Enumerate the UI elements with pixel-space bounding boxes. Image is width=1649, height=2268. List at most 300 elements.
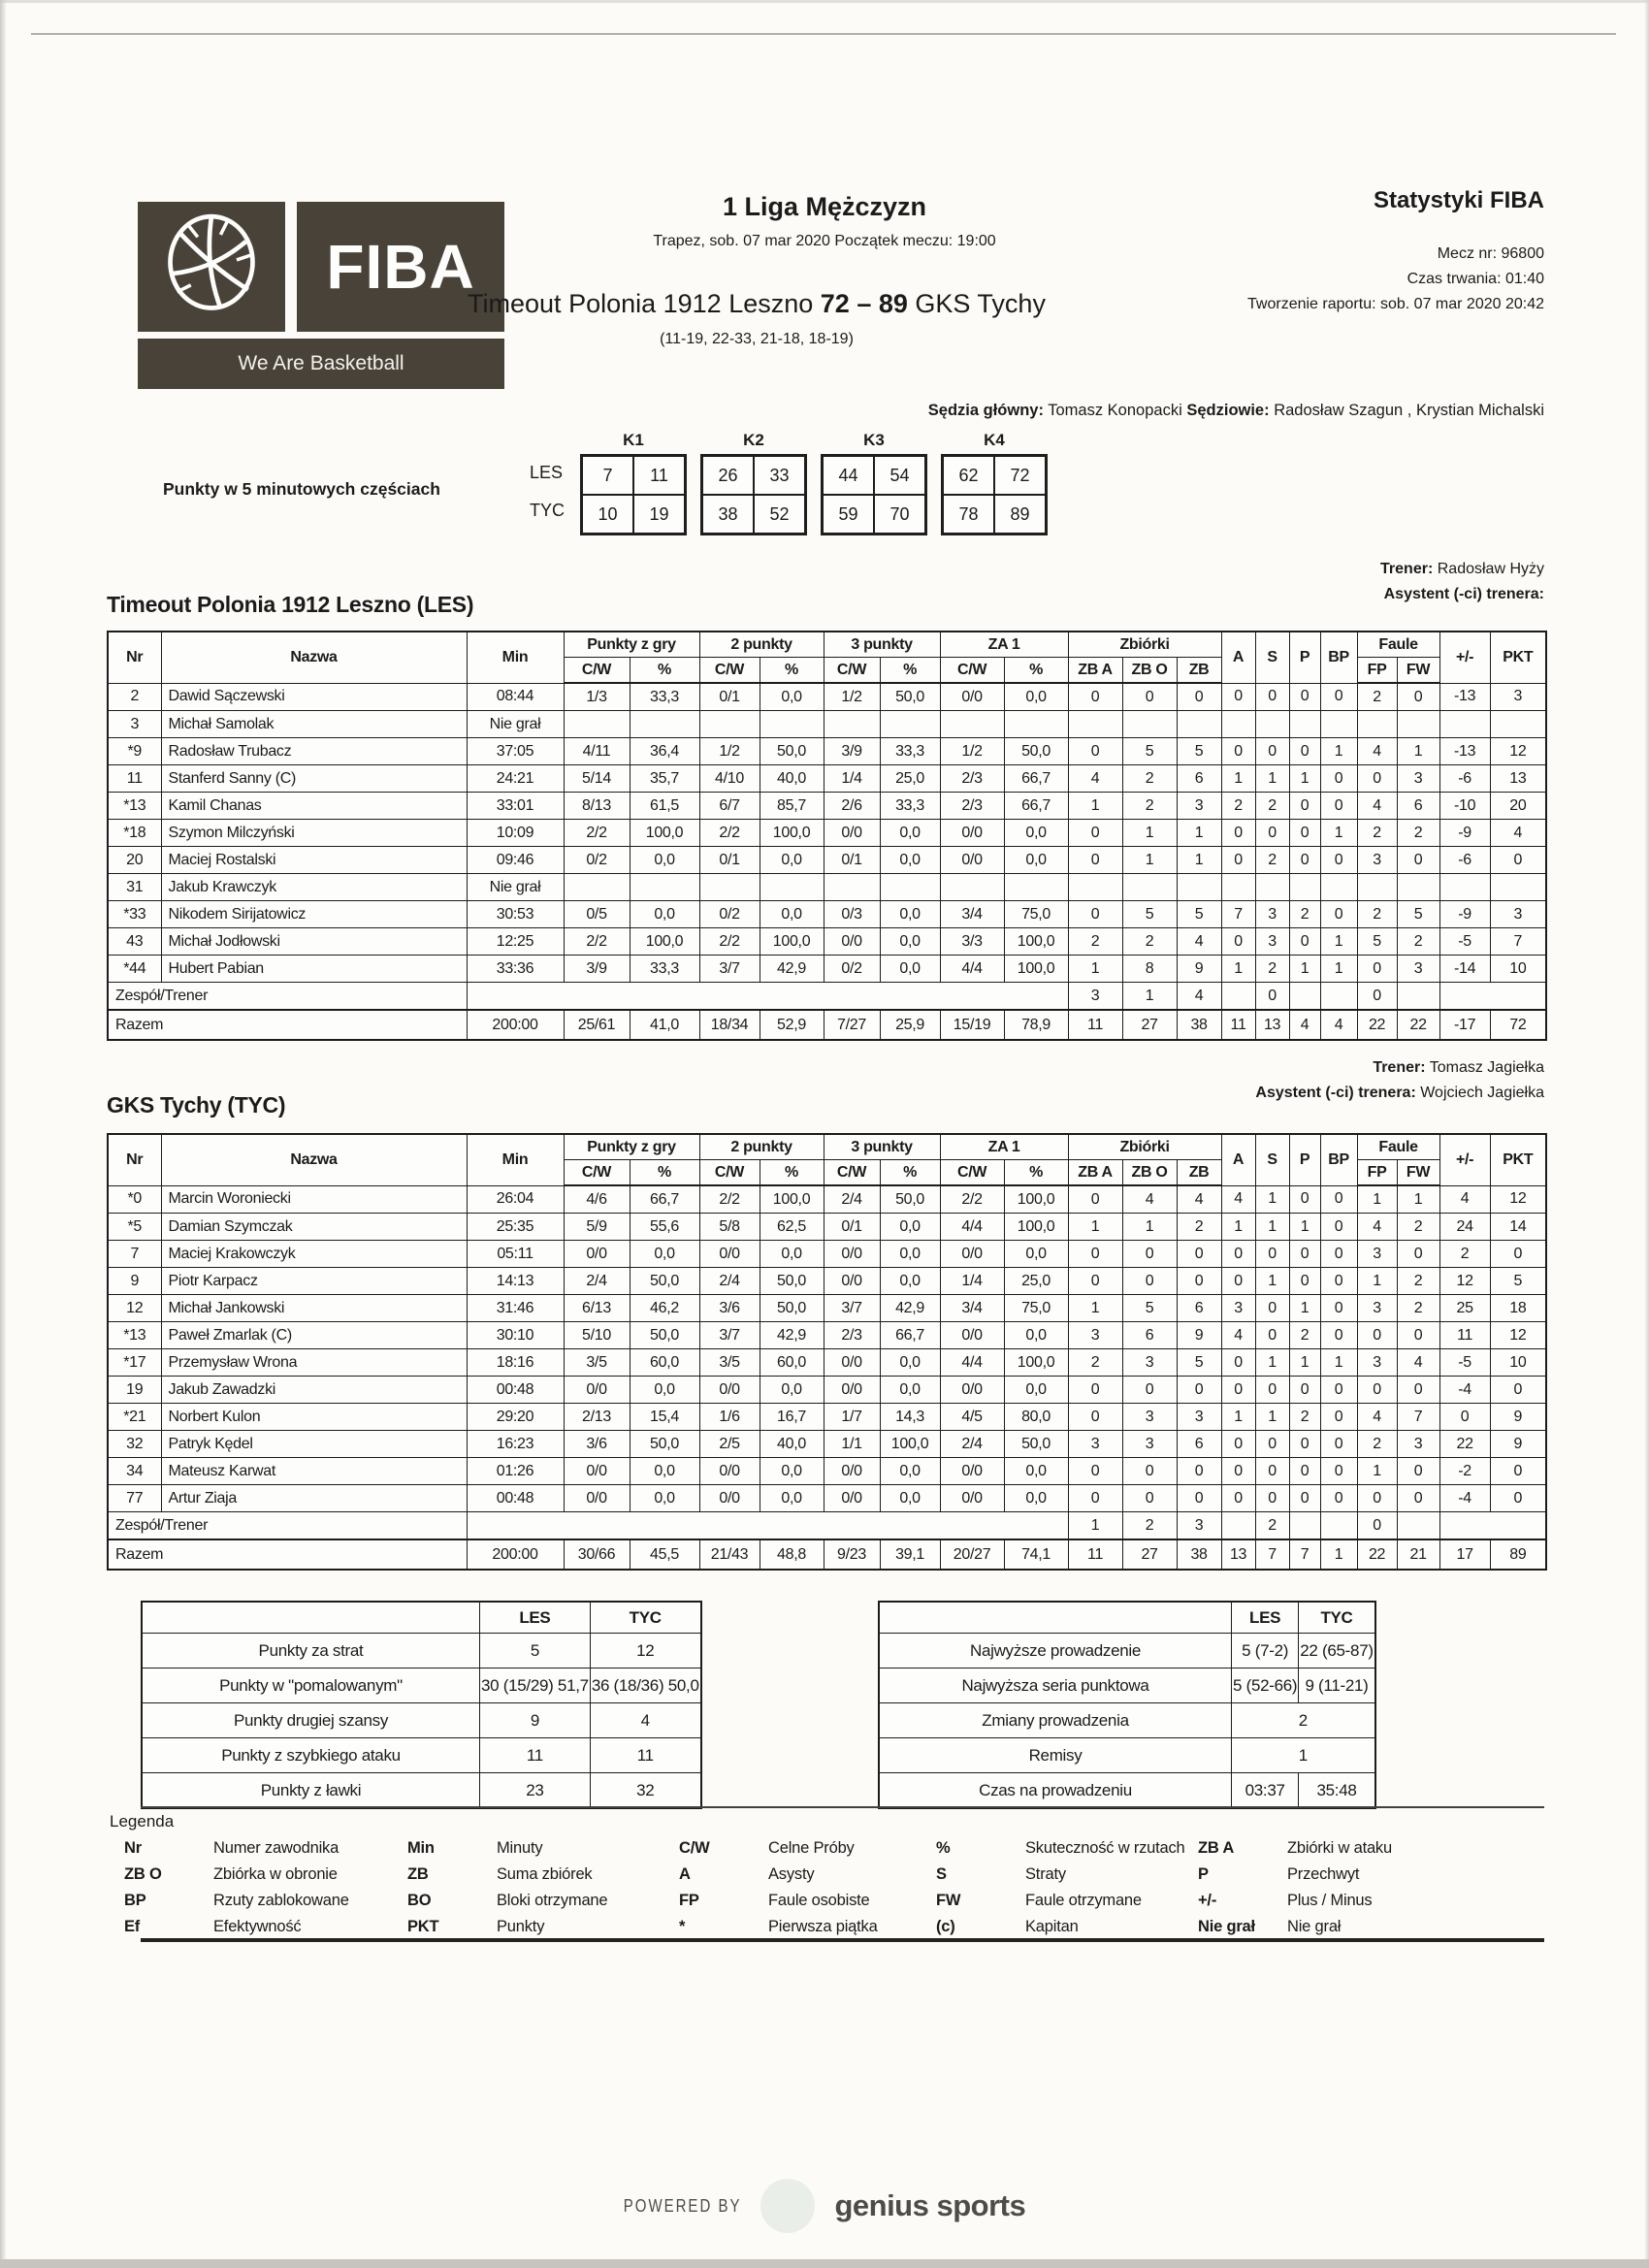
stat-cell: 4/6 (564, 1185, 630, 1214)
stat-cell (824, 711, 880, 738)
legend-column (679, 1839, 936, 1944)
assistant-name: Wojciech Jagiełka (1420, 1085, 1544, 1101)
stat-cell: 0 (1289, 1377, 1320, 1404)
stat-cell: 0 (1177, 1458, 1221, 1485)
col-group-field-goals: Punkty z gry (564, 1134, 699, 1160)
quarter-score-cell: 38 (702, 495, 755, 535)
stat-cell: 2/4 (699, 1268, 760, 1295)
stat-cell: 0 (1397, 683, 1439, 711)
stat-cell: 100,0 (1004, 1185, 1068, 1214)
summary-value: 1 (1232, 1738, 1375, 1773)
leads-summary-table-wrap (878, 1601, 1544, 1809)
stat-cell: 0 (1289, 1185, 1320, 1214)
stat-cell: 0 (1221, 847, 1255, 874)
player-number: 11 (108, 765, 161, 793)
stat-cell: 0 (1320, 1214, 1357, 1241)
stat-cell: 3/7 (824, 1295, 880, 1322)
stat-cell: 60,0 (630, 1349, 699, 1377)
stat-cell: 0 (1320, 1241, 1357, 1268)
player-name: Artur Ziaja (161, 1485, 467, 1512)
stat-cell: 1 (1397, 738, 1439, 765)
stat-cell: 100,0 (1004, 956, 1068, 983)
player-name: Piotr Karpacz (161, 1268, 467, 1295)
genius-sports-icon (760, 2179, 815, 2233)
referees-label: Sędziowie: (1186, 402, 1270, 419)
player-name: Hubert Pabian (161, 956, 467, 983)
stat-cell: 4 (1439, 1185, 1490, 1214)
player-row (108, 738, 1546, 765)
stat-cell: 4 (1357, 1404, 1397, 1431)
stat-cell: 0 (1255, 983, 1289, 1011)
stat-cell: 0/0 (564, 1458, 630, 1485)
stat-cell: 3 (1221, 1295, 1255, 1322)
coach-label: Trener: (1380, 561, 1434, 577)
totals-row (108, 1539, 1546, 1570)
assistant-label: Asystent (-ci) trenera: (1383, 586, 1544, 602)
player-name: Mateusz Karwat (161, 1458, 467, 1485)
summary-label: Najwyższe prowadzenie (879, 1634, 1232, 1669)
total-cell: 4 (1289, 1010, 1320, 1040)
col-plusminus: +/- (1439, 632, 1490, 683)
col-nr: Nr (108, 1134, 161, 1185)
total-cell: 25/61 (564, 1010, 630, 1040)
stat-cell: 66,7 (880, 1322, 940, 1349)
stat-cell: 4 (1177, 928, 1221, 956)
quarter-score-row (582, 495, 686, 535)
total-cell: 13 (1255, 1010, 1289, 1040)
total-cell: 7/27 (824, 1010, 880, 1040)
stat-cell: 0,0 (1004, 847, 1068, 874)
stat-cell: 0/2 (699, 901, 760, 928)
stat-cell: 0/2 (824, 956, 880, 983)
legend-column (936, 1839, 1198, 1944)
stat-cell: -10 (1439, 793, 1490, 820)
legend-item (407, 1865, 679, 1892)
stat-cell: 0 (1068, 1185, 1122, 1214)
col-subheader: % (880, 1160, 940, 1186)
stat-cell: 62,5 (760, 1214, 824, 1241)
summary-value: 22 (65-87) (1299, 1634, 1375, 1669)
stat-cell: 0 (1320, 683, 1357, 711)
stat-cell: 1 (1320, 956, 1357, 983)
stat-cell: 3 (1068, 1431, 1122, 1458)
stat-cell: 3/7 (699, 956, 760, 983)
player-number: 32 (108, 1431, 161, 1458)
stat-cell: 2 (1397, 820, 1439, 847)
total-cell: 78,9 (1004, 1010, 1068, 1040)
legend-item (936, 1865, 1198, 1892)
legend-item (936, 1892, 1198, 1918)
stat-cell: 1 (1221, 1214, 1255, 1241)
stat-cell: 0 (1177, 1485, 1221, 1512)
player-row (108, 1377, 1546, 1404)
stat-cell: 33:36 (467, 956, 564, 983)
stat-cell: 3 (1177, 1512, 1221, 1540)
stat-cell: 4 (1068, 765, 1122, 793)
stat-cell: 0/0 (940, 1241, 1004, 1268)
quarter-score-row (943, 456, 1047, 496)
stat-cell: 0 (1122, 1268, 1177, 1295)
quarter-score-table (941, 454, 1048, 535)
stat-cell: 40,0 (760, 1431, 824, 1458)
stat-cell: 42,9 (760, 956, 824, 983)
col-subheader: % (630, 658, 699, 684)
stat-cell: 0,0 (760, 1485, 824, 1512)
head-referee-name: Tomasz Konopacki (1048, 402, 1182, 419)
stat-cell: 18:16 (467, 1349, 564, 1377)
stat-cell: 0 (1122, 1458, 1177, 1485)
quarter-score-row (823, 456, 926, 496)
stat-cell: 0 (1221, 1377, 1255, 1404)
legend-item (407, 1839, 679, 1865)
player-row (108, 1185, 1546, 1214)
stat-cell (1289, 983, 1320, 1011)
total-cell: 39,1 (880, 1539, 940, 1570)
stat-cell: 0 (1320, 1458, 1357, 1485)
summary-value: 2 (1232, 1703, 1375, 1738)
player-row (108, 1214, 1546, 1241)
stat-cell: 85,7 (760, 793, 824, 820)
stat-cell: 0/1 (824, 1214, 880, 1241)
stat-cell (699, 711, 760, 738)
stat-cell (880, 874, 940, 901)
stat-cell: 50,0 (760, 1295, 824, 1322)
stat-cell: -5 (1439, 928, 1490, 956)
legend-desc: Minuty (497, 1839, 543, 1857)
stat-cell: 12 (1490, 1185, 1546, 1214)
col-nazwa: Nazwa (161, 1134, 467, 1185)
total-cell: 74,1 (1004, 1539, 1068, 1570)
player-number: 2 (108, 683, 161, 711)
stat-cell: 6 (1177, 765, 1221, 793)
player-number: 34 (108, 1458, 161, 1485)
total-cell: 45,5 (630, 1539, 699, 1570)
stat-cell: 9 (1177, 956, 1221, 983)
player-number: *5 (108, 1214, 161, 1241)
stat-cell: -13 (1439, 683, 1490, 711)
stat-cell: 0,0 (1004, 820, 1068, 847)
stat-cell: 0/0 (824, 1485, 880, 1512)
stat-cell: 2/13 (564, 1404, 630, 1431)
stat-cell: 3 (1255, 928, 1289, 956)
legend-item (407, 1892, 679, 1918)
stat-cell: -6 (1439, 765, 1490, 793)
col-steals: P (1289, 632, 1320, 683)
summary-label: Punkty drugiej szansy (142, 1703, 480, 1738)
scan-edge-top (0, 0, 1649, 3)
player-number: *33 (108, 901, 161, 928)
stat-cell (824, 874, 880, 901)
total-cell: 9/23 (824, 1539, 880, 1570)
stat-cell (940, 711, 1004, 738)
summary-table (878, 1601, 1376, 1809)
stat-cell: 3 (1397, 956, 1439, 983)
stat-cell: -13 (1439, 738, 1490, 765)
stat-cell: 1 (1255, 765, 1289, 793)
quarter-score-cell: 62 (943, 456, 995, 496)
stat-cell: 2/3 (940, 765, 1004, 793)
quarter-score-cell: 10 (582, 495, 634, 535)
team2-stats-table-wrap (107, 1133, 1545, 1571)
stat-cell: 12 (1439, 1268, 1490, 1295)
stat-cell: 4 (1397, 1349, 1439, 1377)
stat-cell (1320, 711, 1357, 738)
legend-desc: Suma zbiórek (497, 1865, 593, 1883)
team-coach-row (108, 983, 1546, 1011)
summary-row (879, 1773, 1375, 1809)
final-score: 72 – 89 (820, 289, 908, 318)
player-name: Maciej Krakowczyk (161, 1241, 467, 1268)
stat-cell: 1 (1289, 1214, 1320, 1241)
player-row (108, 820, 1546, 847)
stat-cell: 1 (1255, 1214, 1289, 1241)
stat-cell: 0 (1320, 1268, 1357, 1295)
player-row (108, 928, 1546, 956)
player-row (108, 1458, 1546, 1485)
col-nazwa: Nazwa (161, 632, 467, 683)
stat-cell: 0 (1122, 1485, 1177, 1512)
player-row (108, 1241, 1546, 1268)
total-cell: 21/43 (699, 1539, 760, 1570)
stat-cell: 0 (1122, 1241, 1177, 1268)
stat-cell: 1 (1122, 847, 1177, 874)
summary-value: 23 (480, 1773, 591, 1809)
stat-cell: 0 (1068, 1404, 1122, 1431)
col-group-3pt: 3 punkty (824, 1134, 940, 1160)
stat-cell: 1 (1289, 765, 1320, 793)
player-row (108, 1295, 1546, 1322)
legend-desc: Przechwyt (1287, 1865, 1360, 1883)
divider-line (141, 1806, 1544, 1808)
stat-cell: 7 (1490, 928, 1546, 956)
player-number: 9 (108, 1268, 161, 1295)
stat-cell (1439, 1512, 1546, 1540)
stat-cell: 0/0 (699, 1485, 760, 1512)
player-number: *44 (108, 956, 161, 983)
stat-cell: 00:48 (467, 1377, 564, 1404)
stat-cell: 0,0 (880, 1349, 940, 1377)
stat-cell: 2 (1255, 847, 1289, 874)
home-team-name: Timeout Polonia 1912 Leszno (468, 289, 814, 318)
player-name: Michał Jodłowski (161, 928, 467, 956)
player-row (108, 1431, 1546, 1458)
legend-abbr: (c) (936, 1918, 955, 1935)
stat-cell: Nie grał (467, 874, 564, 901)
stat-cell: 1 (1320, 820, 1357, 847)
stat-cell (1177, 711, 1221, 738)
total-cell: 17 (1439, 1539, 1490, 1570)
player-number: *13 (108, 1322, 161, 1349)
legend-desc: Nie grał (1287, 1918, 1342, 1935)
stat-cell: 3/7 (699, 1322, 760, 1349)
stat-cell: 2/3 (940, 793, 1004, 820)
player-row (108, 1322, 1546, 1349)
stat-cell: 1 (1289, 956, 1320, 983)
stat-cell: 2/2 (699, 820, 760, 847)
total-cell: 38 (1177, 1010, 1221, 1040)
stat-cell: 2 (1397, 1268, 1439, 1295)
stat-cell: 9 (1490, 1431, 1546, 1458)
legend-column (407, 1839, 679, 1944)
legend-abbr: ZB (407, 1865, 429, 1883)
stat-cell: 100,0 (760, 928, 824, 956)
bottom-divider-line (141, 1938, 1544, 1942)
stat-cell: 0/0 (940, 1485, 1004, 1512)
stat-cell: 0,0 (880, 901, 940, 928)
stat-cell: 4/4 (940, 1349, 1004, 1377)
stat-cell: 1 (1320, 738, 1357, 765)
stat-cell: 2 (1221, 793, 1255, 820)
stat-cell (1289, 874, 1320, 901)
stat-cell: 2 (1289, 901, 1320, 928)
stat-cell: 2 (1397, 1214, 1439, 1241)
stat-cell: 3 (1177, 793, 1221, 820)
stat-cell: 0/0 (824, 1377, 880, 1404)
legend-desc: Bloki otrzymane (497, 1892, 608, 1909)
player-name: Michał Jankowski (161, 1295, 467, 1322)
total-cell: 21 (1397, 1539, 1439, 1570)
col-subheader: ZB (1177, 658, 1221, 684)
stat-cell: 12 (1490, 738, 1546, 765)
stat-cell: 16,7 (760, 1404, 824, 1431)
legend-desc: Faule osobiste (768, 1892, 870, 1909)
stat-cell: 11 (1439, 1322, 1490, 1349)
stat-cell: 100,0 (1004, 1214, 1068, 1241)
stat-cell: 0/0 (940, 683, 1004, 711)
player-number: 19 (108, 1377, 161, 1404)
col-min: Min (467, 1134, 564, 1185)
stat-cell: 0 (1221, 738, 1255, 765)
stat-cell: 5 (1177, 738, 1221, 765)
legend-desc: Kapitan (1025, 1918, 1079, 1935)
total-cell: 25,9 (880, 1010, 940, 1040)
stat-cell: 6 (1177, 1431, 1221, 1458)
stat-cell: 0 (1357, 1377, 1397, 1404)
scan-edge-bottom (0, 2259, 1649, 2268)
legend-abbr: Min (407, 1839, 435, 1857)
stat-cell: 1/6 (699, 1404, 760, 1431)
col-subheader: C/W (824, 1160, 880, 1186)
stat-cell: 0/0 (824, 1268, 880, 1295)
stat-cell: 0,0 (880, 1241, 940, 1268)
quarter-name: K2 (743, 431, 764, 449)
stat-cell (1289, 711, 1320, 738)
quarter-score-table (580, 454, 687, 535)
stat-cell: 0 (1397, 1485, 1439, 1512)
legend-abbr: Nr (124, 1839, 142, 1857)
legend-desc: Plus / Minus (1287, 1892, 1373, 1909)
stat-cell: 2 (1255, 956, 1289, 983)
stat-cell: 14 (1490, 1214, 1546, 1241)
legend-abbr: * (679, 1918, 686, 1935)
legend-title: Legenda (110, 1812, 175, 1831)
stat-cell: 0/1 (824, 847, 880, 874)
stat-cell: 0 (1255, 1485, 1289, 1512)
summary-value: 5 (7-2) (1232, 1634, 1299, 1669)
total-cell: 27 (1122, 1010, 1177, 1040)
stat-cell (1397, 1512, 1439, 1540)
stat-cell (630, 874, 699, 901)
stat-cell: 2/2 (699, 928, 760, 956)
stat-cell (880, 711, 940, 738)
quarter-name: K3 (863, 431, 885, 449)
stat-cell: 0 (1320, 847, 1357, 874)
stat-cell: 0,0 (880, 1268, 940, 1295)
stat-cell: 50,0 (760, 1268, 824, 1295)
stat-cell: 1/3 (564, 683, 630, 711)
stat-cell: 2 (1255, 793, 1289, 820)
col-assists: A (1221, 632, 1255, 683)
stat-cell (630, 711, 699, 738)
player-row (108, 1268, 1546, 1295)
stat-cell: 0,0 (760, 683, 824, 711)
referees-names: Radosław Szagun , Krystian Michalski (1274, 402, 1544, 419)
stat-cell: 0 (1068, 1485, 1122, 1512)
col-plusminus: +/- (1439, 1134, 1490, 1185)
coach-name: Tomasz Jagiełka (1429, 1059, 1544, 1076)
stat-cell: 0 (1068, 1377, 1122, 1404)
stat-cell: 50,0 (1004, 738, 1068, 765)
stat-cell: 66,7 (1004, 793, 1068, 820)
stat-cell (1177, 874, 1221, 901)
stat-cell: 8 (1122, 956, 1177, 983)
player-name: Jakub Zawadzki (161, 1377, 467, 1404)
stat-cell: 2 (1122, 765, 1177, 793)
stat-cell: 100,0 (880, 1431, 940, 1458)
stat-cell: 1 (1289, 1295, 1320, 1322)
player-number: 43 (108, 928, 161, 956)
stat-cell: 3 (1397, 1431, 1439, 1458)
player-row (108, 765, 1546, 793)
stat-cell: 2 (1122, 1512, 1177, 1540)
scan-edge-right (1644, 0, 1649, 2268)
summary-row (879, 1703, 1375, 1738)
stat-cell: 5 (1177, 901, 1221, 928)
total-cell: 4 (1320, 1010, 1357, 1040)
stat-cell: 0 (1221, 1485, 1255, 1512)
stat-cell: 0 (1289, 1458, 1320, 1485)
stat-cell: 2 (1289, 1404, 1320, 1431)
col-subheader: % (880, 658, 940, 684)
stat-cell: 2/2 (564, 928, 630, 956)
total-cell: 15/19 (940, 1010, 1004, 1040)
stat-cell (467, 1512, 1068, 1540)
stat-cell: 5 (1177, 1349, 1221, 1377)
total-cell: 18/34 (699, 1010, 760, 1040)
summary-value: 12 (590, 1634, 700, 1669)
stat-cell: 0,0 (630, 1485, 699, 1512)
player-name: Norbert Kulon (161, 1404, 467, 1431)
genius-sports-wordmark: genius sports (834, 2188, 1026, 2222)
legend-abbr: A (679, 1865, 691, 1883)
stat-cell: 0/0 (824, 1241, 880, 1268)
player-number: *21 (108, 1404, 161, 1431)
quarter-name: K4 (984, 431, 1005, 449)
stat-cell (1439, 983, 1546, 1011)
total-cell: 7 (1289, 1539, 1320, 1570)
legend-column (124, 1839, 407, 1944)
stat-cell: 25:35 (467, 1214, 564, 1241)
legend-item (936, 1839, 1198, 1865)
stat-cell: 0 (1122, 683, 1177, 711)
stat-cell: 9 (1490, 1404, 1546, 1431)
total-cell: 27 (1122, 1539, 1177, 1570)
col-subheader: C/W (824, 658, 880, 684)
stat-cell: 2/6 (824, 793, 880, 820)
quarter-box (580, 431, 687, 535)
stat-cell: 50,0 (630, 1431, 699, 1458)
team-stats-table (107, 1133, 1547, 1571)
